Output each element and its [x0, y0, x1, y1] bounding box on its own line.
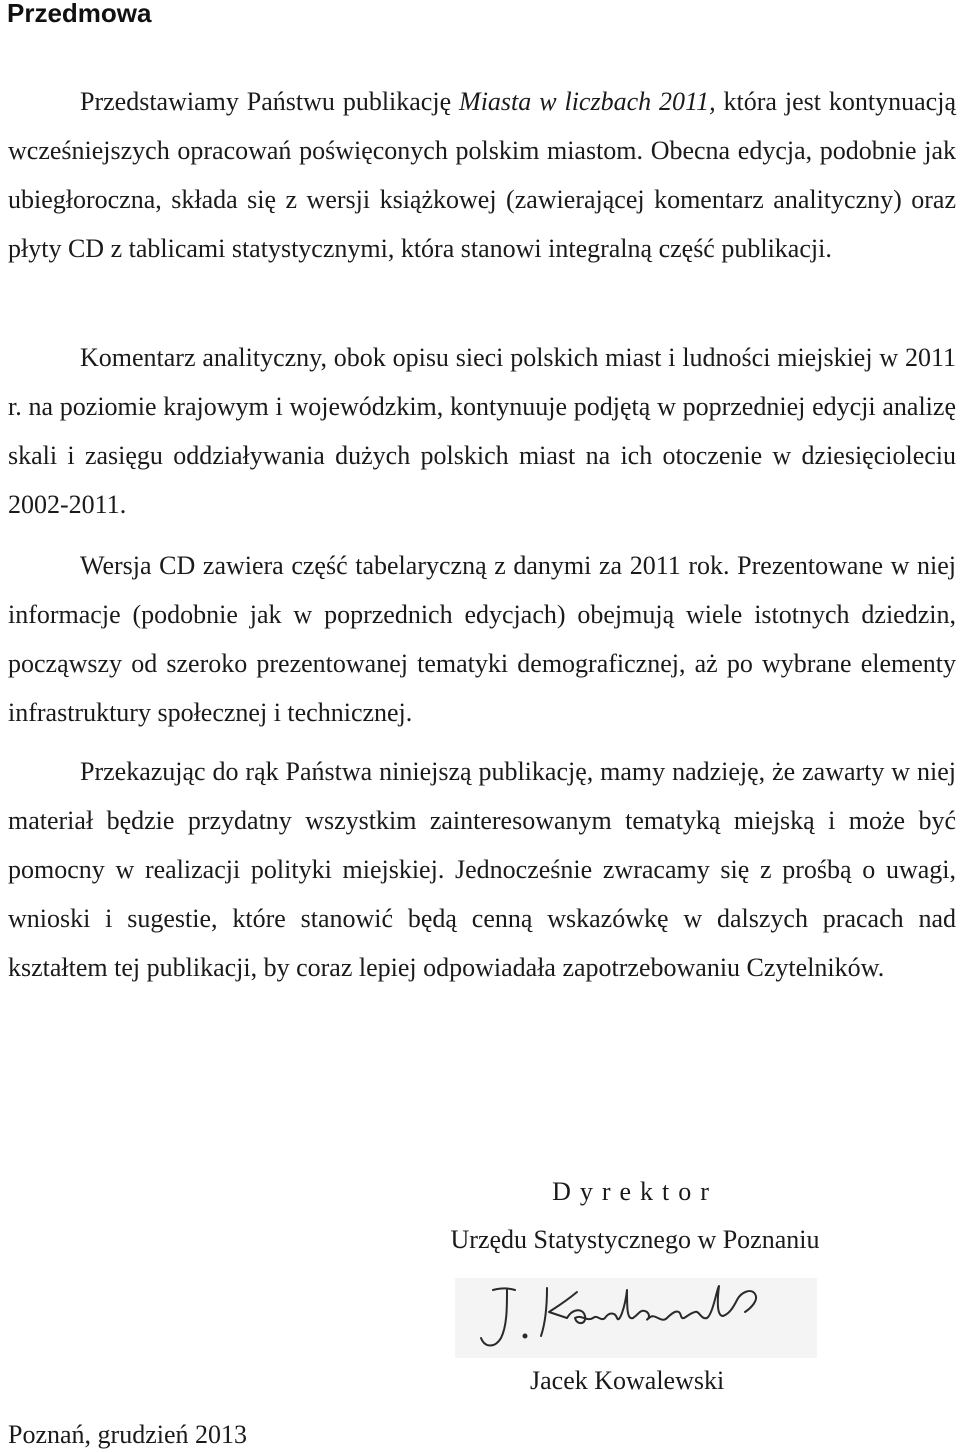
place-and-date: Poznań, grudzień 2013	[8, 1420, 248, 1449]
paragraph-closing-text: Przekazując do rąk Państwa niniejszą publikację, mamy nadzieję, że zawarty w niej materiał będzie przydatny wszystkim zainteresowanym tematyką miejską i może być pomocny w realizacji polityki miejskiej. Jednocześnie zwracamy się z prośbą o uwagi, wnioski i sugestie, które stanowić będą cenną wskazówkę w dalszych pracach nad kształtem tej publikacji, by coraz lepiej odpowiadała zapotrzebowaniu Czytelników.	[8, 757, 956, 982]
signature-title: Dyrektor	[552, 1177, 718, 1206]
paragraph-cd-version-text: Wersja CD zawiera część tabelaryczną z danymi za 2011 rok. Prezentowane w niej informacje (podobnie jak w poprzednich edycjach) obejmują wiele istotnych dziedzin, począwszy od szeroko prezentowanej tematyki demograficznej, aż po wybrane elementy infrastruktury społecznej i technicznej.	[8, 551, 956, 727]
publication-title: Miasta w liczbach 2011,	[459, 87, 716, 116]
paragraph-commentary-text: Komentarz analityczny, obok opisu sieci polskich miast i ludności miejskiej w 2011 r. na poziomie krajowym i wojewódzkim, kontynuuje podjętą w poprzedniej edycji analizę skali i zasięgu oddziaływania dużych polskich miast na ich otoczenie w dziesięcioleciu 2002-2011.	[8, 343, 956, 519]
signatory-name: Jacek Kowalewski	[530, 1366, 725, 1395]
paragraph-intro	[8, 77, 956, 273]
paragraph-commentary	[8, 333, 956, 529]
signature-office: Urzędu Statystycznego w Poznaniu	[450, 1225, 820, 1254]
page-heading: Przedmowa	[7, 0, 152, 28]
paragraph-intro-start: Przedstawiamy Państwu publikację	[80, 87, 460, 116]
paragraph-intro-rest: która jest kontynuacją wcześniejszych opracowań poświęconych polskim miastom. Obecna edycja, podobnie jak ubiegłoroczna, składa się z wersji książkowej (zawierającej komentarz analityczny) oraz płyty CD z tablicami statystycznymi, która stanowi integralną część publikacji.	[8, 87, 956, 263]
signature-scribble-icon	[455, 1278, 817, 1358]
handwritten-signature	[455, 1278, 817, 1358]
paragraph-cd-version	[8, 541, 956, 737]
paragraph-closing	[8, 747, 956, 992]
